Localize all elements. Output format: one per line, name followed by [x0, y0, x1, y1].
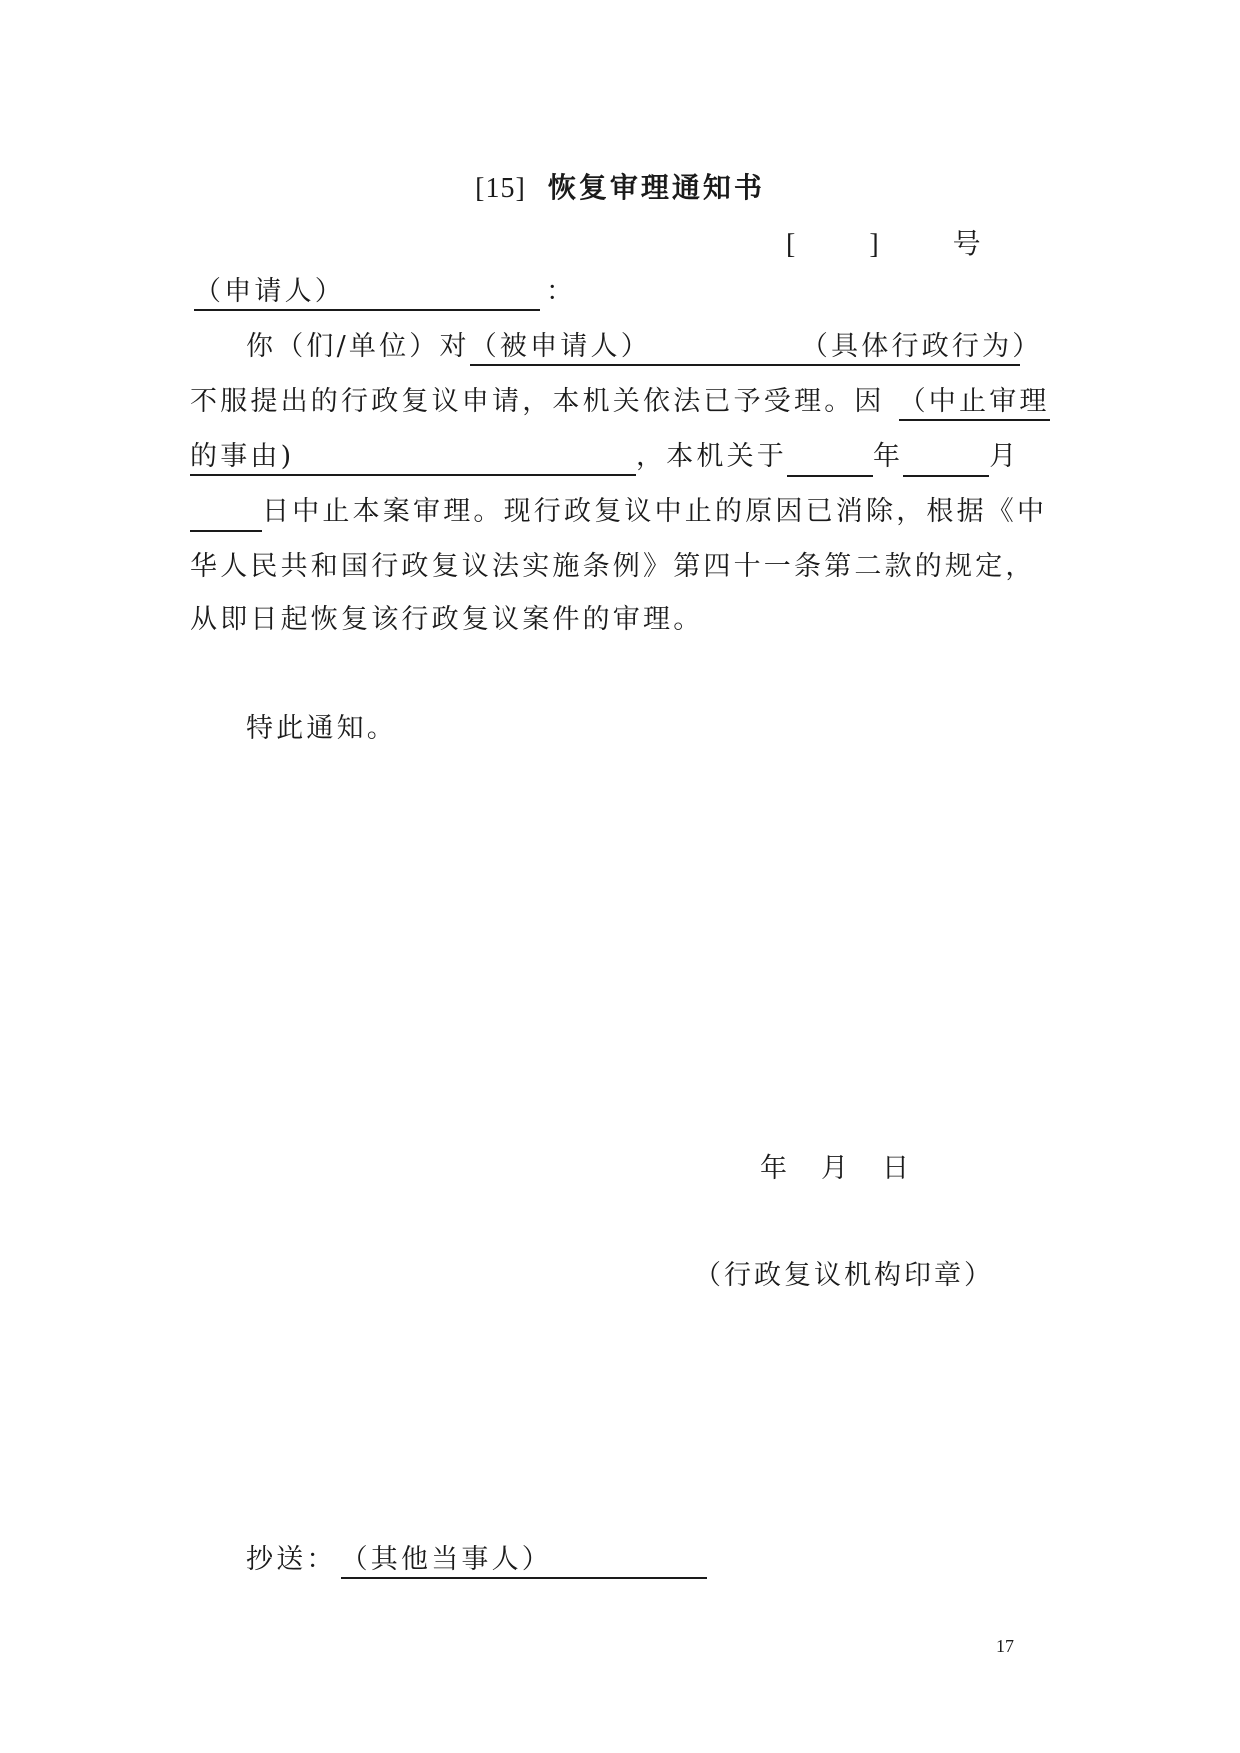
suspension-year-blank — [787, 445, 873, 477]
month-label: 月 — [989, 441, 1020, 472]
doc-number-bracket-open: [ — [786, 229, 796, 260]
form-name: 恢复审理通知书 — [547, 171, 765, 204]
body-line-6 — [190, 600, 703, 640]
cc-line — [246, 1540, 707, 1580]
issue-year-label: 年 — [760, 1153, 787, 1184]
body-line-2 — [190, 382, 1050, 422]
seal-placeholder: （行政复议机构印章） — [694, 1260, 994, 1291]
body-text-2: 不服提出的行政复议申请，本机关依法已予受理。因 — [190, 386, 885, 417]
issue-month-label: 月 — [821, 1153, 848, 1184]
respondent-and-act-field — [469, 330, 1043, 366]
cc-field: （其他当事人） — [341, 1543, 707, 1579]
cc-label: 抄送： — [246, 1544, 337, 1575]
body-line-3 — [190, 437, 1019, 477]
addressee-field: （申请人） — [194, 275, 540, 311]
suspension-reason-field-part-1: （中止审理 — [899, 385, 1050, 421]
body-text-4: 日中止本案审理。现行政复议中止的原因已消除，根据《中 — [262, 496, 1048, 527]
doc-number-bracket-close: ] — [869, 229, 879, 260]
closing-text: 特此通知。 — [246, 713, 397, 744]
suspension-month-blank — [903, 445, 989, 477]
doc-number-suffix: 号 — [952, 227, 981, 260]
document-title — [0, 166, 1240, 206]
issue-date — [760, 1149, 909, 1189]
act-placeholder: （具体行政行为） — [800, 331, 1043, 362]
issue-day-label: 日 — [882, 1153, 909, 1184]
addressee-colon: ： — [546, 276, 577, 307]
suspension-day-blank — [190, 500, 262, 532]
body-line-5 — [190, 547, 1036, 587]
year-label: 年 — [873, 441, 904, 472]
document-number — [786, 222, 981, 262]
body-text-5: 华人民共和国行政复议法实施条例》第四十一条第二款的规定， — [190, 551, 1036, 582]
form-number: [15] — [475, 173, 526, 204]
respondent-placeholder: （被申请人） — [469, 331, 651, 362]
page-number: 17 — [996, 1636, 1014, 1656]
body-line-4 — [190, 492, 1047, 532]
addressee-line — [194, 272, 576, 312]
body-intro-text: 你（们/单位）对 — [246, 331, 470, 362]
body-line-1 — [246, 327, 1043, 367]
suspension-reason-field-part-2: 的事由) — [190, 440, 636, 476]
body-text-3: ，本机关于 — [636, 441, 787, 472]
body-text-6: 从即日起恢复该行政复议案件的审理。 — [190, 604, 704, 635]
